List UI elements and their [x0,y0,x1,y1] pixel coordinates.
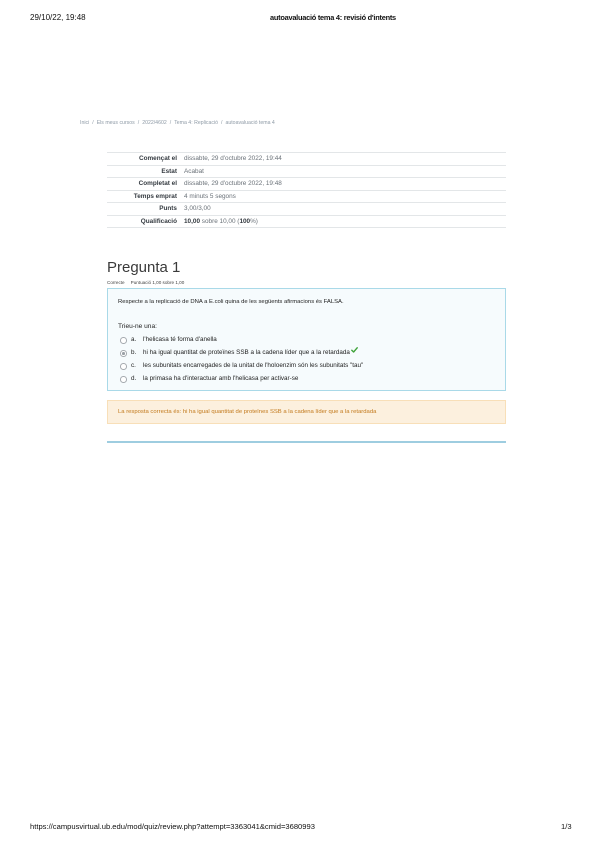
question-text: Respecte a la replicació de DNA a E.coli quina de les següents afirmacions és FALSA. [118,299,344,305]
breadcrumb-separator: / [92,120,94,126]
summary-row-time-taken [107,190,506,203]
question-heading: Pregunta 1 [107,259,181,276]
radio-icon [120,376,127,383]
grade-out-of: sobre 10,00 ( [200,217,240,225]
summary-value: 3,00/3,00 [184,205,211,213]
answer-letter: c. [131,362,136,369]
question-feedback [107,400,506,424]
answer-label [143,347,358,359]
summary-row-grade [107,215,506,228]
answer-letter: b. [131,349,137,356]
question-formulation [107,288,506,391]
answer-text: hi ha igual quantitat de proteïnes SSB a la cadena líder que a la retardada [143,349,350,356]
summary-row-marks [107,202,506,215]
breadcrumb [80,120,275,127]
radio-icon [120,350,127,357]
answer-option-d [108,373,505,385]
print-url: https://campusvirtual.ub.edu/mod/quiz/review.php?attempt=3363041&cmid=3680993 [30,822,315,831]
answer-label [143,373,298,385]
summary-row-started [107,152,506,165]
grade-percent: 100 [239,217,251,225]
question-grade: Puntuació 1,00 sobre 1,00 [130,280,185,285]
question-state: Correcte [107,280,125,285]
breadcrumb-item-quiz[interactable]: autoavaluació tema 4 [225,120,275,126]
radio-icon [120,363,127,370]
summary-label: Completat el [138,180,177,188]
breadcrumb-separator: / [221,120,223,126]
summary-label: Estat [161,167,177,175]
summary-value: dissabte, 29 d'octubre 2022, 19:44 [184,155,282,162]
answer-label [143,360,363,372]
breadcrumb-item-course[interactable]: 2022/4602 [142,120,167,126]
radio-icon [120,337,127,344]
breadcrumb-separator: / [137,120,140,126]
grade-percent-suffix: %) [250,217,258,225]
answer-text: les subunitats encarregades de la unitat de l'holoenzim són les subunitats "tau" [143,362,364,369]
answer-letter: a. [131,336,137,343]
answer-letter: d. [131,375,137,382]
summary-value: 4 minuts 5 segons [184,192,236,200]
breadcrumb-item-my-courses[interactable]: Els meus cursos [96,120,135,126]
summary-label: Començat el [138,155,177,162]
attempt-summary-table [107,152,506,228]
answer-option-c [108,360,505,372]
grade-score: 10,00 [184,217,200,225]
summary-value: Acabat [184,167,204,175]
answer-option-a [108,334,505,346]
summary-label: Temps emprat [133,192,177,200]
question-info [107,280,184,286]
answer-label [143,334,217,346]
print-page-title: autoavaluació tema 4: revisió d'intents [270,13,396,22]
answer-text: la primasa ha d'interactuar amb l'helicasa per activar-se [143,375,299,382]
summary-label: Qualificació [140,217,177,225]
answer-option-b [108,347,505,359]
breadcrumb-item-section[interactable]: Tema 4: Replicació [174,120,219,126]
summary-label: Punts [159,205,177,213]
right-answer-text: La resposta correcta és: hi ha igual quantitat de proteïnes SSB a la cadena líder que a la retardada [118,409,377,415]
print-datetime: 29/10/22, 19:48 [30,13,86,22]
summary-row-state [107,165,506,178]
print-page-number: 1/3 [561,822,572,831]
summary-row-completed [107,177,506,190]
grade-value [184,216,258,228]
breadcrumb-item-home[interactable]: Inici [80,120,90,126]
answer-prompt: Trieu-ne una: [118,323,157,330]
summary-value: dissabte, 29 d'octubre 2022, 19:48 [184,180,282,188]
question-divider [107,441,506,443]
answer-text: l'helicasa té forma d'anella [143,336,217,343]
breadcrumb-separator: / [169,120,172,126]
check-icon [351,347,358,353]
